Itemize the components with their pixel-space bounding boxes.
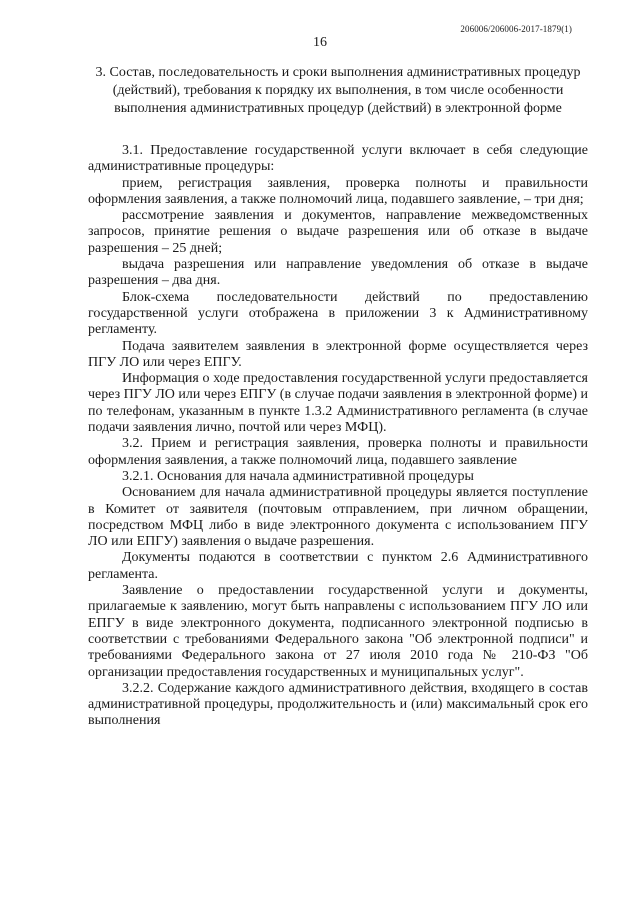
paragraph: 3.2.1. Основания для начала административной процедуры <box>122 468 474 484</box>
paragraph: Подача заявителем заявления в электронной форме осуществляется через ПГУ ЛО или через ЕПГУ. <box>88 338 588 370</box>
page-number: 16 <box>313 35 327 50</box>
paragraph: Основанием для начала административной процедуры является поступление в Комитет от заявителя (почтовым отправлением, при личном обращении, посредством МФЦ либо в виде электронного документа с использованием ПГУ ЛО или ЕПГУ) заявления о выдаче разрешения. <box>88 485 588 550</box>
paragraph: рассмотрение заявления и документов, направление межведомственных запросов, принятие решения о выдаче разрешения или об отказе в выдаче разрешения – 25 дней; <box>88 208 588 256</box>
paragraph: выдача разрешения или направление уведомления об отказе в выдаче разрешения – два дня. <box>88 257 588 289</box>
document-id: 206006/206006-2017-1879(1) <box>460 24 572 34</box>
paragraph: 3.2.2. Содержание каждого административного действия, входящего в состав административной процедуры, продолжительность и (или) максимальный срок его выполнения <box>88 680 588 729</box>
paragraph: прием, регистрация заявления, проверка полноты и правильности оформления заявления, а также полномочий лица, подавшего заявление, – три дня; <box>88 175 588 207</box>
paragraph: Информация о ходе предоставления государственной услуги предоставляется через ПГУ ЛО или через ЕПГУ (в случае подачи заявления в электронной форме) и по телефонам, указанным в пункте 1.3.2 Административного регламента (в случае подачи заявления лично, почтой или через МФЦ). <box>88 371 588 436</box>
document-body <box>88 143 588 730</box>
paragraph: 3.1. Предоставление государственной услуги включает в себя следующие административные процедуры: <box>88 143 588 175</box>
paragraph: 3.2. Прием и регистрация заявления, проверка полноты и правильности оформления заявления, а также полномочий лица, подавшего заявление <box>88 436 588 468</box>
paragraph: Блок-схема последовательности действий по предоставлению государственной услуги отображена в приложении 3 к Административному регламенту. <box>88 289 588 338</box>
paragraph: Документы подаются в соответствии с пунктом 2.6 Административного регламента. <box>88 550 588 582</box>
section-title: 3. Состав, последовательность и сроки выполнения административных процедур (действий), требования к порядку их выполнения, в том числе особенности выполнения административных процедур (действий) в электронной форме <box>95 65 581 116</box>
paragraph: Заявление о предоставлении государственной услуги и документы, прилагаемые к заявлению, могут быть направлены с использованием ПГУ ЛО или ЕПГУ в виде электронного документа, подписанного электронной подписью в соответствии с требованиями Федерального закона "Об электронной подписи" и требованиями Федерального закона от 27 июля 2010 года № 210-ФЗ "Об организации предоставления государственных и муниципальных услуг". <box>88 583 588 680</box>
